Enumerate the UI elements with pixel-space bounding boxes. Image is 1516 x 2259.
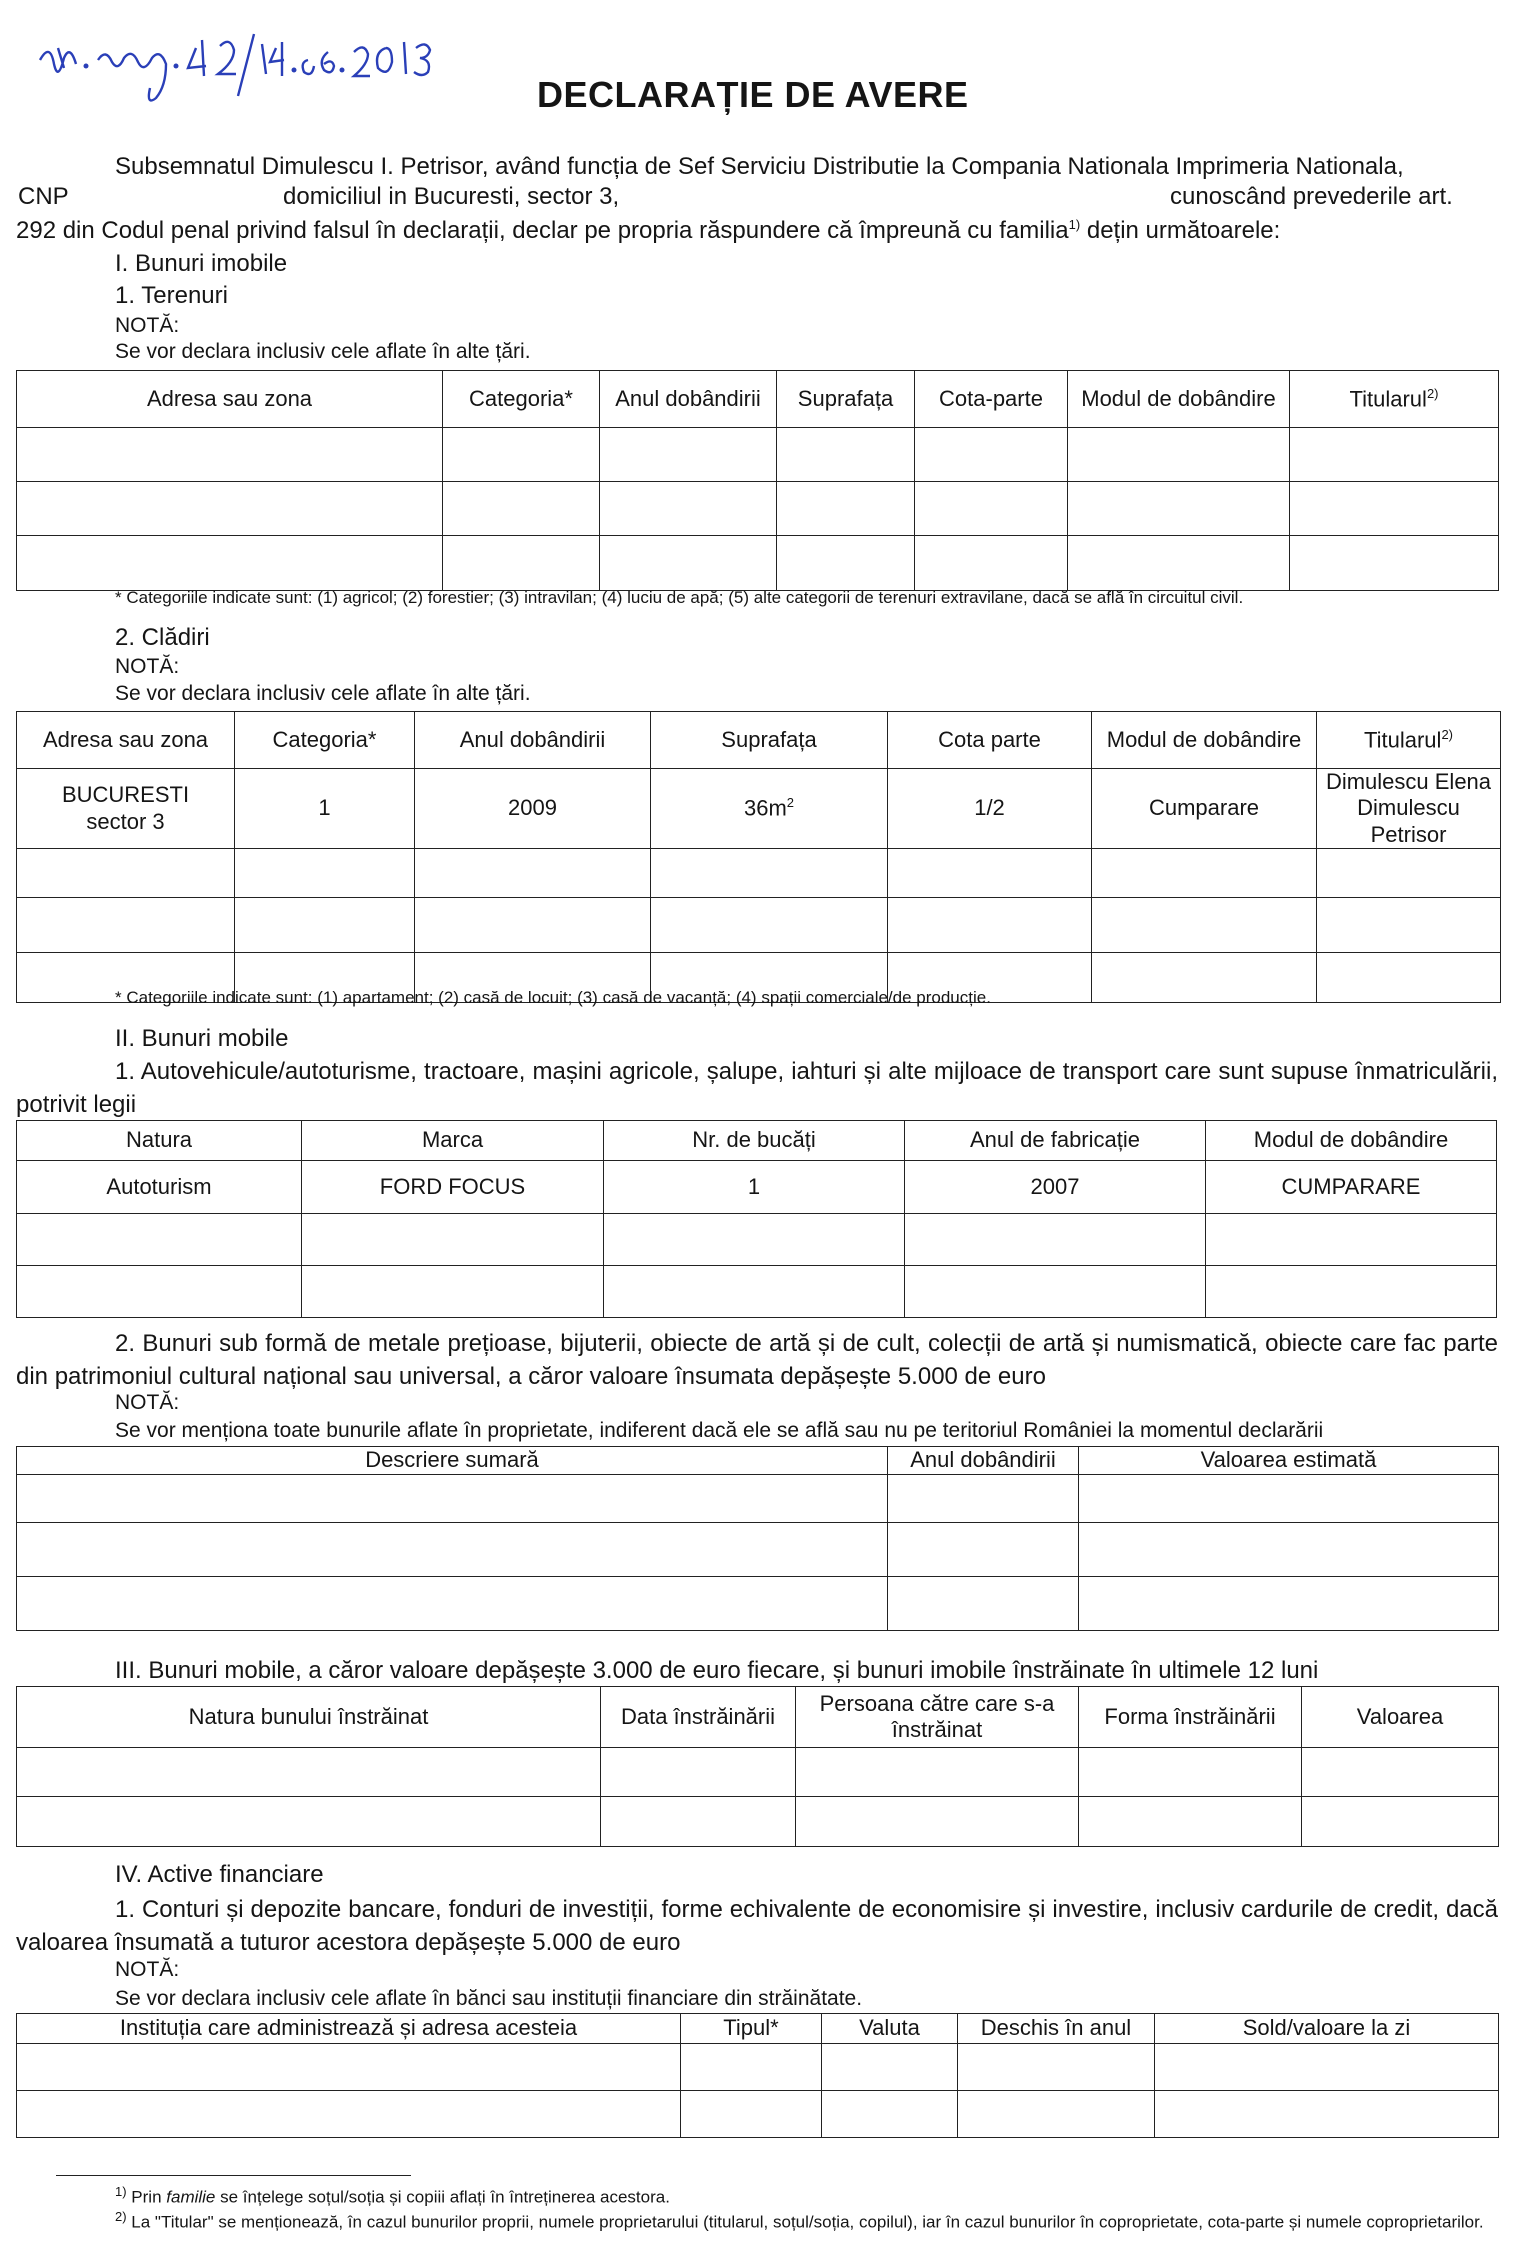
intro-line-1: Subsemnatul Dimulescu I. Petrisor, având funcția de Sef Serviciu Distributie la Compania Nationala Imprimeria Nationala, <box>115 153 1404 180</box>
metale-nota-label: NOTĂ: <box>115 1391 180 1414</box>
terenuri-header-suprafata: Suprafața <box>777 371 915 428</box>
cladiri-footnote: * Categoriile indicate sunt: (1) apartament; (2) casă de locuit; (3) casă de vacanță; (4) spații comerciale/de producție. <box>115 988 991 1007</box>
metale-text: 2. Bunuri sub formă de metale prețioase, bijuterii, obiecte de artă și de cult, colecții de artă și numismatică, obiecte care fac parte din patrimoniul cultural național sau universal, a căror valoare însumata depășește 5.000 de euro <box>16 1330 1498 1390</box>
table-row <box>17 1475 1499 1523</box>
terenuri-header-adresa: Adresa sau zona <box>17 371 443 428</box>
auto-header-bucati: Nr. de bucăți <box>604 1121 905 1161</box>
cladiri-header-modul: Modul de dobândire <box>1092 712 1317 769</box>
cladiri-header-anul: Anul dobândirii <box>415 712 651 769</box>
auto-header-modul: Modul de dobândire <box>1206 1121 1497 1161</box>
terenuri-table <box>16 370 1499 591</box>
cladiri-cell-titular: Dimulescu Elena Dimulescu Petrisor <box>1317 769 1501 849</box>
auto-cell-anul: 2007 <box>905 1161 1206 1214</box>
cladiri-cell-categoria: 1 <box>235 769 415 849</box>
table-row <box>17 1523 1499 1577</box>
table-row <box>17 1797 1499 1847</box>
metale-nota-text: Se vor menționa toate bunurile aflate în proprietate, indiferent dacă ele se află sau nu pe teritoriul României la momentul declarării <box>115 1419 1324 1442</box>
auto-cell-natura: Autoturism <box>17 1161 302 1214</box>
auto-cell-marca: FORD FOCUS <box>302 1161 604 1214</box>
table-row <box>17 2044 1499 2091</box>
terenuri-footnote: * Categoriile indicate sunt: (1) agricol; (2) forestier; (3) intravilan; (4) luciu de apă; (5) alte categorii de terenuri extravilane, dacă se află în circuitul civil. <box>115 588 1244 607</box>
auto-table <box>16 1120 1497 1318</box>
auto-header-marca: Marca <box>302 1121 604 1161</box>
table-row <box>17 482 1499 536</box>
terenuri-heading: 1. Terenuri <box>115 282 228 309</box>
cladiri-cell-adresa: BUCURESTI sector 3 <box>17 769 235 849</box>
metale-header-anul: Anul dobândirii <box>888 1447 1079 1475</box>
table-row <box>17 849 1501 898</box>
auto-header-natura: Natura <box>17 1121 302 1161</box>
section-i-heading: I. Bunuri imobile <box>115 250 288 277</box>
cladiri-heading: 2. Clădiri <box>115 624 210 651</box>
table-row <box>17 1161 1497 1214</box>
auto-header-anul: Anul de fabricație <box>905 1121 1206 1161</box>
terenuri-header-anul: Anul dobândirii <box>600 371 777 428</box>
cladiri-header-cota: Cota parte <box>888 712 1092 769</box>
instrainate-header-valoarea: Valoarea <box>1302 1687 1499 1748</box>
cladiri-header-adresa: Adresa sau zona <box>17 712 235 769</box>
metale-table <box>16 1446 1499 1631</box>
conturi-table <box>16 2013 1499 2138</box>
conturi-header-valuta: Valuta <box>822 2014 958 2044</box>
auto-text: 1. Autovehicule/autoturisme, tractoare, mașini agricole, șalupe, iahturi și alte mijloace de transport care sunt supuse înmatriculării, potrivit legii <box>16 1058 1498 1118</box>
table-row <box>17 1577 1499 1631</box>
section-iv-heading: IV. Active financiare <box>115 1861 324 1888</box>
intro-line-2-end: cunoscând prevederile art. <box>1170 183 1453 210</box>
cladiri-table <box>16 711 1501 1003</box>
instrainate-table <box>16 1686 1499 1847</box>
metale-header-descriere: Descriere sumară <box>17 1447 888 1475</box>
table-row <box>17 769 1501 849</box>
cladiri-header-categoria: Categoria* <box>235 712 415 769</box>
footnote-1: $^{1)}$ Prin familie se înțelege soțul/soția și copiii aflați în întreținerea acestora. <box>115 2184 670 2207</box>
terenuri-header-titular: Titularul$^{2)}$ <box>1290 371 1499 428</box>
conturi-header-tipul: Tipul* <box>681 2014 822 2044</box>
footnote-separator <box>56 2175 411 2176</box>
instrainate-header-persoana: Persoana către care s-a înstrăinat <box>796 1687 1079 1748</box>
section-ii-heading: II. Bunuri mobile <box>115 1025 289 1052</box>
conturi-nota-text: Se vor declara inclusiv cele aflate în bănci sau instituții financiare din străinătate. <box>115 1987 863 2010</box>
table-row <box>17 536 1499 591</box>
domicile-text: domiciliul in Bucuresti, sector 3, <box>283 183 620 210</box>
cladiri-header-titular: Titularul$^{2)}$ <box>1317 712 1501 769</box>
cladiri-cell-cota: 1/2 <box>888 769 1092 849</box>
cladiri-cell-suprafata: $36m^2$ <box>651 769 888 849</box>
intro-line-3: 292 din Codul penal privind falsul în declarații, declar pe propria răspundere că împreună cu familia$^{1)}$ dețin următoarele: <box>16 217 1281 244</box>
metale-header-valoare: Valoarea estimată <box>1079 1447 1499 1475</box>
conturi-header-deschis: Deschis în anul <box>958 2014 1155 2044</box>
cladiri-nota-label: NOTĂ: <box>115 655 180 678</box>
cladiri-cell-modul: Cumparare <box>1092 769 1317 849</box>
handwritten-registration-note <box>36 18 496 108</box>
cladiri-cell-anul: 2009 <box>415 769 651 849</box>
instrainate-header-forma: Forma înstrăinării <box>1079 1687 1302 1748</box>
table-row <box>17 2091 1499 2138</box>
cladiri-nota-text: Se vor declara inclusiv cele aflate în alte țări. <box>115 682 531 705</box>
cnp-label: CNP <box>18 183 69 210</box>
conturi-nota-label: NOTĂ: <box>115 1958 180 1981</box>
conturi-text: 1. Conturi și depozite bancare, fonduri de investiții, forme echivalente de economisire și investire, inclusiv cardurile de credit, dacă valoarea însumată a tuturor acestora depășește 5.000 de euro <box>16 1896 1498 1956</box>
conturi-header-institutia: Instituția care administrează și adresa acesteia <box>17 2014 681 2044</box>
section-iii-heading: III. Bunuri mobile, a căror valoare depășește 3.000 de euro fiecare, și bunuri imobile înstrăinate în ultimele 12 luni <box>115 1657 1319 1684</box>
terenuri-header-modul: Modul de dobândire <box>1068 371 1290 428</box>
page-title: DECLARAȚIE DE AVERE <box>537 74 969 115</box>
table-row <box>17 898 1501 953</box>
table-row <box>17 428 1499 482</box>
instrainate-header-data: Data înstrăinării <box>601 1687 796 1748</box>
terenuri-header-categoria: Categoria* <box>443 371 600 428</box>
conturi-header-sold: Sold/valoare la zi <box>1155 2014 1499 2044</box>
table-row <box>17 1266 1497 1318</box>
terenuri-header-cota: Cota-parte <box>915 371 1068 428</box>
table-row <box>17 1214 1497 1266</box>
terenuri-nota-text: Se vor declara inclusiv cele aflate în alte țări. <box>115 340 531 363</box>
table-row <box>17 1748 1499 1797</box>
cladiri-header-suprafata: Suprafața <box>651 712 888 769</box>
terenuri-nota-label: NOTĂ: <box>115 314 180 337</box>
footnote-2: $^{2)}$ La "Titular" se menționează, în cazul bunurilor proprii, numele proprietarului (titularul, soțul/soția, copilul), iar în cazul bunurilor în coproprietate, cota-parte și numele coproprietarilor. <box>115 2209 1484 2232</box>
auto-cell-bucati: 1 <box>604 1161 905 1214</box>
instrainate-header-natura: Natura bunului înstrăinat <box>17 1687 601 1748</box>
auto-cell-modul: CUMPARARE <box>1206 1161 1497 1214</box>
